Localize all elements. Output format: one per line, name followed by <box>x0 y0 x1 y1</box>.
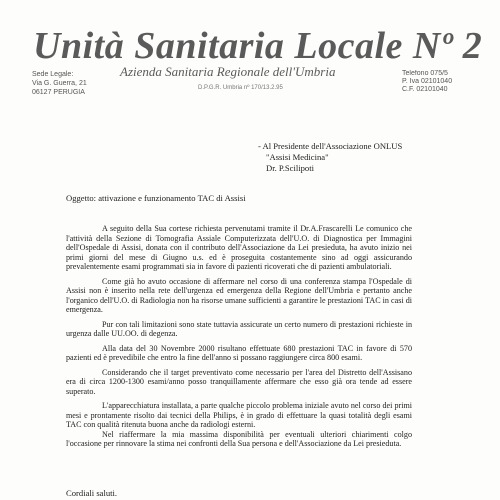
tax-code: C.F. 02101040 <box>402 86 448 93</box>
contact-info <box>402 70 500 94</box>
legal-address <box>32 70 112 97</box>
dpgr-reference: D.P.G.R. Umbria nº 170/13.2.95 <box>198 85 283 91</box>
org-subtitle: Azienda Sanitaria Regionale dell'Umbria <box>120 64 336 79</box>
body-paragraph: Come già ho avuto occasione di affermare nel corso di una conferenza stampa l'Ospedale di Assisi non è inserito nella rete dell'urgenza ed emergenza della Regione dell'Umbria e pertanto anche l'organico dell'U.O. di Radiologia non ha risorse umane sufficienti a garantire le prestazioni TAC in casi di emergenza. <box>66 276 412 314</box>
body-paragraph: Considerando che il target preventivato come necessario per l'area del Distretto dell'Assisano era di circa 1200-1300 esami/anno posso tranquillamente affermare che esso già ora tende ad essere superato. <box>66 367 412 396</box>
addressee-block <box>258 141 402 174</box>
sede-street: Via G. Guerra, 21 <box>32 80 87 87</box>
sede-label: Sede Legale: <box>32 71 74 78</box>
body-paragraph: A seguito della Sua cortese richiesta pervenutami tramite il Dr.A.Frascarelli Le comunico che l'attività della Sezione di Tomografia Assiale Computerizzata dell'U.O. di Diagnostica per Immagini dell'Ospedale di Assisi, donata con il contributo dell'Associazione da Lei presieduta, ha avuto inizio nei primi giorni del mese di Giugno u.s. ed è proseguita costantemente sino ad oggi assicurando prevalentemente esami programmati sia in favore di pazienti ricoverati che di pazienti ambulatoriali. <box>66 224 412 271</box>
body-paragraph: Pur con tali limitazioni sono state tuttavia assicurate un certo numero di prestazioni richieste in urgenza dalle UU.OO. di degenza. <box>66 319 412 338</box>
org-title: Unità Sanitaria Locale Nº 2 <box>33 26 483 66</box>
subject-line: Oggetto: attivazione e funzionamento TAC di Assisi <box>66 193 246 203</box>
vat-number: P. Iva 02101040 <box>402 78 453 85</box>
body-paragraph: Nel riaffermare la mia massima disponibilità per eventuali ulteriori chiarimenti colgo l'occasione per rinnovare la stima nei confronti della Sua persona e dell'Associazione da Lei presieduta. <box>66 429 412 448</box>
addressee-line: "Assisi Medicina" <box>266 152 329 162</box>
closing-salutation: Cordiali saluti. <box>66 488 118 498</box>
phone-number: Telefono 075/5 <box>402 70 448 77</box>
letter-body <box>66 224 412 454</box>
body-paragraph: L'apparecchiatura installata, a parte qualche piccolo problema iniziale avuto nel corso dei primi mesi e prontamente risolto dai tecnici della Philips, è in grado di effettuare la quasi totalità degli esami TAC con qualità ritenuta buona anche da radiologi esterni. <box>66 401 412 429</box>
body-paragraph: Alla data del 30 Novembre 2000 risultano effettuate 680 prestazioni TAC in favore di 570 pazienti ed è prevedibile che entro la fine dell'anno si possano raggiungere circa 800 esami. <box>66 343 412 362</box>
addressee-line: Dr. P.Scilipoti <box>266 163 314 173</box>
addressee-line: - Al Presidente dell'Associazione ONLUS <box>258 141 403 151</box>
sede-city: 06127 PERUGIA <box>32 89 85 96</box>
